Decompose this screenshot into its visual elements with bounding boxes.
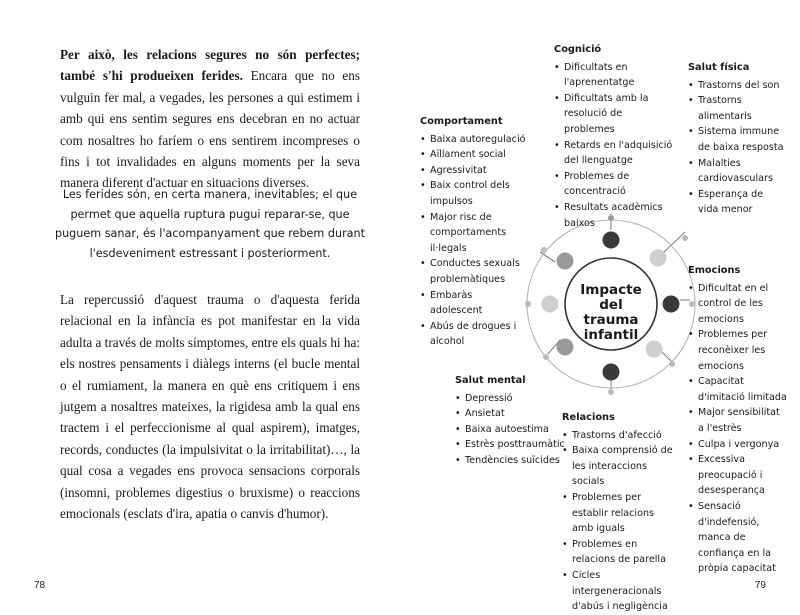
group-title: Salut mental xyxy=(455,375,526,386)
group-emocions xyxy=(688,263,788,577)
list-item: • Problemes en relacions de parella xyxy=(562,537,678,568)
list-item: • Excessiva preocupació i desesperança xyxy=(688,452,788,499)
list-item: • Baixa autoregulació xyxy=(420,132,526,148)
list-item: • Malalties cardiovasculars xyxy=(688,156,784,187)
list-item: • Tendències suïcides xyxy=(455,453,565,469)
list-item: • Sistema immune de baixa resposta xyxy=(688,124,784,155)
node-emocions-lower xyxy=(646,341,663,358)
group-salut-mental xyxy=(455,373,565,469)
dot-emocions-lower xyxy=(669,361,675,367)
list-item: • Resultats acadèmics baixos xyxy=(554,200,674,231)
list-item: • Sensació d'indefensió, manca de confiança en la pròpia capacitat xyxy=(688,499,788,577)
group-salut-fisica xyxy=(688,60,784,218)
group-title: Comportament xyxy=(420,116,503,127)
paragraph-1-rest: Encara que no ens vulguin fer mal, a vegades, les persones a qui estimem i amb qui ens sentim segures ens decebran en no actuar com nosaltres ho faríem o ens sentirem incompreses o fins i tot invalidades en alguns moments per la seva manera diferent d'actuar en situacions diverses. xyxy=(60,68,360,191)
list-item: • Capacitat d'imitació limitada xyxy=(688,374,788,405)
node-cognicio xyxy=(603,232,620,249)
right-page xyxy=(400,0,800,613)
list-item: • Conductes sexuals problemàtiques xyxy=(420,256,526,287)
dot-comportament xyxy=(541,247,547,253)
list-item: • Estrès posttraumàtic xyxy=(455,437,565,453)
list-item: • Major risc de comportaments il·legals xyxy=(420,210,526,257)
paragraph-2: La repercussió d'aquest trauma o d'aquesta ferida relacional en la infància es pot manifestar en la vida adulta a través de molts símptomes, entre els quals hi ha: els nostres pensaments i diàlegs interns (el bucle mental o el rumiament, la manera en què ens critiquem i ens jutgem a nosaltres mateixes, la rigidesa amb la qual ens tractem i el perfeccionisme al qual aspirem), imatges, records, conductes (la impulsivitat o la irritabilitat)…, la qual cosa a vegades ens provoca sensacions corporals (insomni, problemes digestius o bruxisme) o reaccions emocionals (esclats d'ira, apatia o canvis d'humor). xyxy=(60,292,360,522)
node-salut-fisica xyxy=(650,250,667,267)
list-item: • Baix control dels impulsos xyxy=(420,178,526,209)
list-item: • Problemes de concentració xyxy=(554,169,674,200)
node-comportament xyxy=(557,253,574,270)
list-item: • Baixa comprensió de les interaccions socials xyxy=(562,443,678,490)
list-item: • Depressió xyxy=(455,391,565,407)
dot-salut-fisica xyxy=(682,235,688,241)
node-emocions xyxy=(663,296,680,313)
list-item: • Trastorns del son xyxy=(688,78,784,94)
dot-relacions xyxy=(608,389,614,395)
paragraph-1 xyxy=(60,44,360,194)
page-number-right: 79 xyxy=(754,580,766,591)
list-item: • Dificultats amb la resolució de problemes xyxy=(554,91,674,138)
node-comportament-lower xyxy=(542,296,559,313)
list-item: • Agressivitat xyxy=(420,163,526,179)
connector-salut-fisica xyxy=(662,232,685,254)
list-item: • Cicles intergeneracionals d'abús i negligència xyxy=(562,568,678,615)
list-item: • Dificultats en l'aprenentatge xyxy=(554,60,674,91)
page-number-left: 78 xyxy=(34,580,46,591)
group-comportament xyxy=(420,114,526,350)
center-title: Impacte del trauma infantil xyxy=(580,282,642,343)
list-item: • Aïllament social xyxy=(420,147,526,163)
group-title: Cognició xyxy=(554,44,602,55)
group-title: Relacions xyxy=(562,412,615,423)
group-title: Emocions xyxy=(688,265,741,276)
connector-comportament xyxy=(540,252,555,262)
group-relacions xyxy=(562,410,678,615)
paragraph-1-bold: Per això, les relacions segures no són perfectes; també s'hi produeixen ferides. xyxy=(60,47,360,84)
list-item: • Esperança de vida menor xyxy=(688,187,784,218)
list-item: • Ansietat xyxy=(455,406,565,422)
list-item: • Problemes per establir relacions amb iguals xyxy=(562,490,678,537)
left-page xyxy=(0,0,400,613)
list-item: • Culpa i vergonya xyxy=(688,437,788,453)
list-item: • Retards en l'adquisició del llenguatge xyxy=(554,138,674,169)
highlighted-quote: Les ferides són, en certa manera, inevitables; el que permet que aquella ruptura pugui reparar-se, que puguem sanar, és l'acompanyament que rebem durant l'esdeveniment estressant i posteriorment. xyxy=(54,188,366,260)
list-item: • Embaràs adolescent xyxy=(420,288,526,319)
node-relacions xyxy=(603,364,620,381)
list-item: • Problemes per reconèixer les emocions xyxy=(688,327,788,374)
list-item: • Trastorns d'afecció xyxy=(562,428,678,444)
group-title: Salut física xyxy=(688,62,750,73)
list-item: • Major sensibilitat a l'estrès xyxy=(688,405,788,436)
list-item: • Abús de drogues i alcohol xyxy=(420,319,526,350)
list-item: • Baixa autoestima xyxy=(455,422,565,438)
list-item: • Trastorns alimentaris xyxy=(688,93,784,124)
list-item: • Dificultat en el control de les emocions xyxy=(688,281,788,328)
dot-salut-mental xyxy=(543,354,549,360)
group-cognicio xyxy=(554,42,674,231)
